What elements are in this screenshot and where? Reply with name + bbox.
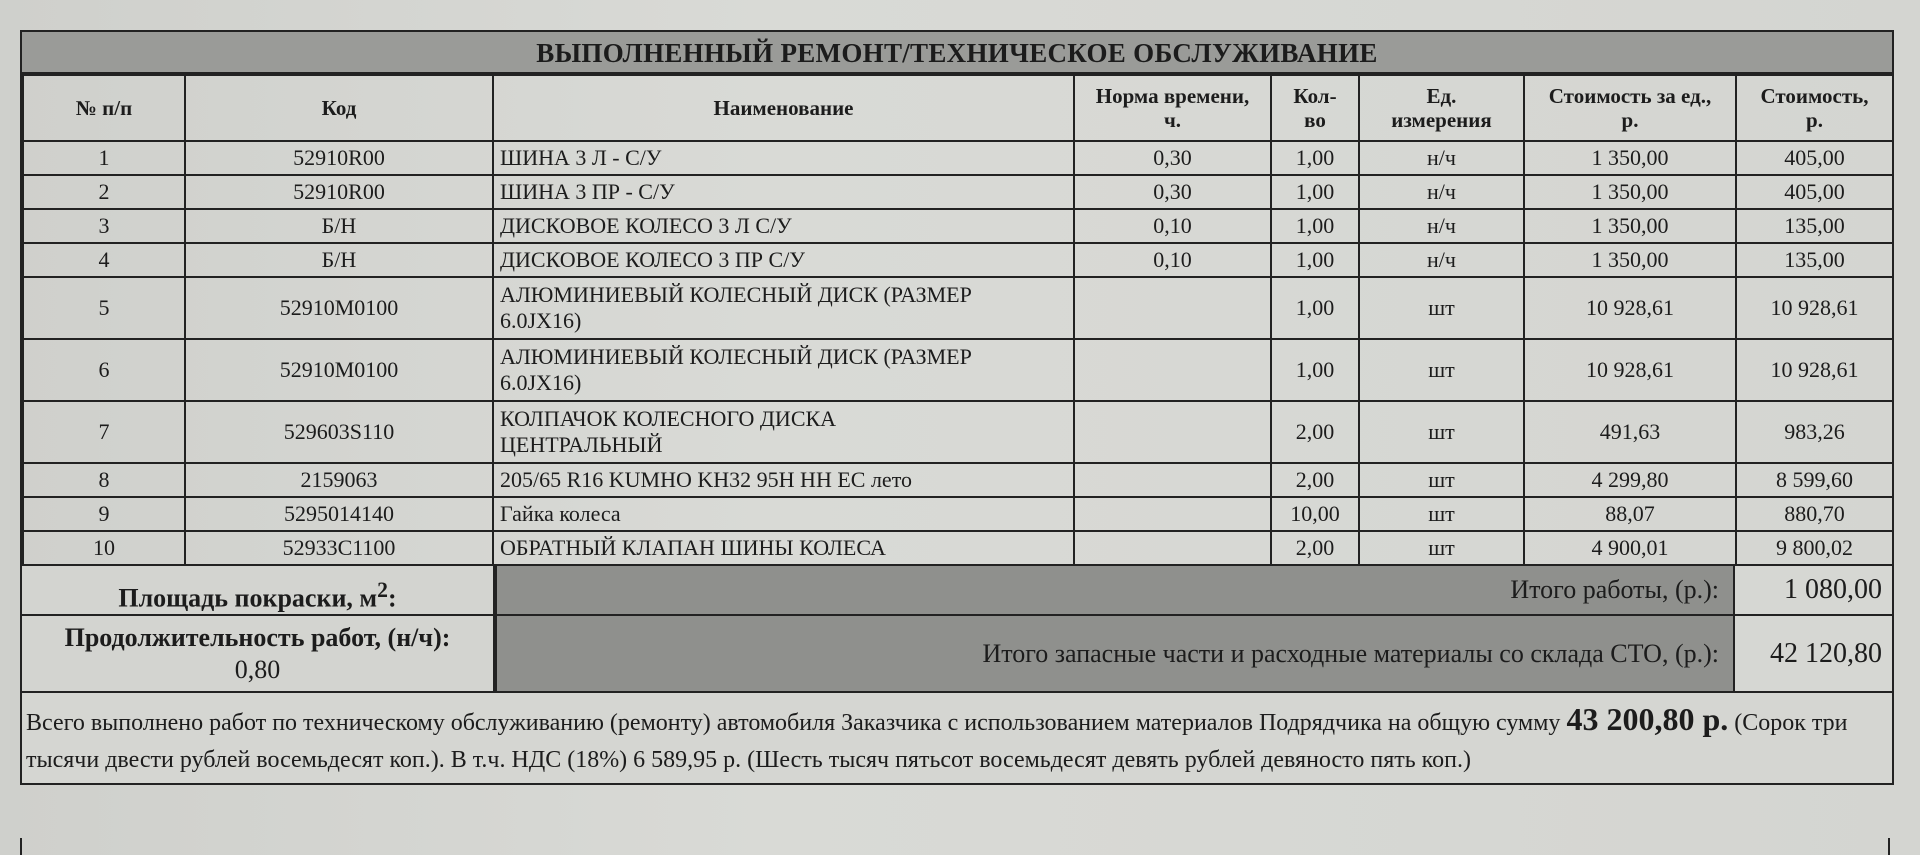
paint-area-sup: 2	[377, 578, 388, 602]
cell-cost: 9 800,02	[1736, 531, 1893, 565]
repair-table	[22, 74, 1894, 566]
cell-unit: шт	[1359, 277, 1524, 339]
cell-num: 9	[23, 497, 185, 531]
cell-price: 491,63	[1524, 401, 1736, 463]
cell-price: 10 928,61	[1524, 277, 1736, 339]
cell-name: КОЛПАЧОК КОЛЕСНОГО ДИСКА ЦЕНТРАЛЬНЫЙ	[493, 401, 1074, 463]
duration-value: 0,80	[234, 655, 281, 684]
works-total-value: 1 080,00	[1735, 566, 1892, 614]
table-row	[23, 209, 1893, 243]
repair-table-block	[20, 30, 1894, 785]
cell-unit: шт	[1359, 463, 1524, 497]
cell-qty: 2,00	[1271, 463, 1359, 497]
cell-norm: 0,10	[1074, 209, 1271, 243]
duration-cell	[22, 616, 493, 691]
cell-name: Гайка колеса	[493, 497, 1074, 531]
cell-unit: шт	[1359, 339, 1524, 401]
cell-qty: 1,00	[1271, 175, 1359, 209]
col-header-qty: Кол- во	[1271, 75, 1359, 141]
cell-norm: 0,30	[1074, 175, 1271, 209]
works-total-label: Итого работы, (р.):	[495, 566, 1735, 614]
cell-code: Б/Н	[185, 243, 493, 277]
cell-name: ДИСКОВОЕ КОЛЕСО 3 ПР С/У	[493, 243, 1074, 277]
cell-num: 10	[23, 531, 185, 565]
cell-norm	[1074, 339, 1271, 401]
cell-unit: н/ч	[1359, 175, 1524, 209]
cell-name: ДИСКОВОЕ КОЛЕСО 3 Л С/У	[493, 209, 1074, 243]
paint-area-label: Площадь покраски, $м^2$:	[118, 578, 397, 613]
parts-total-label: Итого запасные части и расходные материалы со склада СТО, (р.):	[495, 616, 1735, 691]
col-header-num: № п/п	[23, 75, 185, 141]
cell-norm	[1074, 463, 1271, 497]
cell-name: ШИНА 3 Л - С/У	[493, 141, 1074, 175]
grand-total-amount: 43 200,80 р.	[1566, 701, 1729, 737]
table-row	[23, 463, 1893, 497]
cell-code: 529603S110	[185, 401, 493, 463]
cell-qty: 10,00	[1271, 497, 1359, 531]
cell-norm: 0,30	[1074, 141, 1271, 175]
cell-norm	[1074, 531, 1271, 565]
cell-num: 8	[23, 463, 185, 497]
cell-unit: шт	[1359, 401, 1524, 463]
cell-unit: н/ч	[1359, 209, 1524, 243]
cell-qty: 1,00	[1271, 277, 1359, 339]
table-row	[23, 401, 1893, 463]
summary-right	[495, 566, 1892, 693]
cell-qty: 2,00	[1271, 401, 1359, 463]
paint-area-row	[22, 566, 493, 616]
cell-price: 1 350,00	[1524, 243, 1736, 277]
table-row	[23, 339, 1893, 401]
next-section-border	[20, 838, 1890, 855]
cell-norm	[1074, 497, 1271, 531]
cell-qty: 2,00	[1271, 531, 1359, 565]
cell-name: АЛЮМИНИЕВЫЙ КОЛЕСНЫЙ ДИСК (РАЗМЕР 6.0JX16)	[493, 277, 1074, 339]
cell-code: Б/Н	[185, 209, 493, 243]
cell-cost: 135,00	[1736, 243, 1893, 277]
parts-total-value: 42 120,80	[1735, 616, 1892, 691]
cell-norm	[1074, 277, 1271, 339]
summary-block	[22, 566, 1892, 693]
col-header-name: Наименование	[493, 75, 1074, 141]
cell-code: 52910M0100	[185, 277, 493, 339]
cell-unit: н/ч	[1359, 243, 1524, 277]
cell-cost: 405,00	[1736, 141, 1893, 175]
grand-total-text	[22, 693, 1892, 785]
cell-code: 2159063	[185, 463, 493, 497]
cell-price: 88,07	[1524, 497, 1736, 531]
cell-num: 2	[23, 175, 185, 209]
cell-name: ШИНА 3 ПР - С/У	[493, 175, 1074, 209]
table-title: ВЫПОЛНЕННЫЙ РЕМОНТ/ТЕХНИЧЕСКОЕ ОБСЛУЖИВАНИЕ	[22, 32, 1892, 74]
cell-num: 3	[23, 209, 185, 243]
table-row	[23, 141, 1893, 175]
cell-num: 7	[23, 401, 185, 463]
cell-code: 5295014140	[185, 497, 493, 531]
cell-price: 10 928,61	[1524, 339, 1736, 401]
cell-price: 1 350,00	[1524, 175, 1736, 209]
cell-cost: 10 928,61	[1736, 339, 1893, 401]
cell-num: 4	[23, 243, 185, 277]
cell-cost: 10 928,61	[1736, 277, 1893, 339]
parts-total-row	[495, 616, 1892, 693]
col-header-price: Стоимость за ед., р.	[1524, 75, 1736, 141]
col-header-norm: Норма времени, ч.	[1074, 75, 1271, 141]
cell-norm: 0,10	[1074, 243, 1271, 277]
cell-code: 52933C1100	[185, 531, 493, 565]
cell-code: 52910R00	[185, 141, 493, 175]
cell-qty: 1,00	[1271, 243, 1359, 277]
works-total-row	[495, 566, 1892, 616]
grand-total-part2: (Сорок три тысячи двести рублей восемьдесят коп.). В т.ч. НДС (18%) 6 589,95 р. (Шесть тысяч пятьсот восемьдесят девять рублей девяносто пять коп.)	[26, 710, 1848, 773]
cell-price: 1 350,00	[1524, 141, 1736, 175]
table-row	[23, 531, 1893, 565]
cell-price: 1 350,00	[1524, 209, 1736, 243]
duration-row	[22, 616, 493, 693]
cell-price: 4 299,80	[1524, 463, 1736, 497]
cell-cost: 8 599,60	[1736, 463, 1893, 497]
cell-qty: 1,00	[1271, 209, 1359, 243]
col-header-cost: Стоимость, р.	[1736, 75, 1893, 141]
cell-cost: 405,00	[1736, 175, 1893, 209]
cell-num: 5	[23, 277, 185, 339]
cell-code: 52910R00	[185, 175, 493, 209]
table-row	[23, 243, 1893, 277]
cell-unit: шт	[1359, 497, 1524, 531]
cell-cost: 880,70	[1736, 497, 1893, 531]
cell-qty: 1,00	[1271, 339, 1359, 401]
cell-code: 52910M0100	[185, 339, 493, 401]
table-row	[23, 277, 1893, 339]
cell-cost: 135,00	[1736, 209, 1893, 243]
table-header-row	[23, 75, 1893, 141]
cell-qty: 1,00	[1271, 141, 1359, 175]
col-header-code: Код	[185, 75, 493, 141]
cell-norm	[1074, 401, 1271, 463]
table-row	[23, 497, 1893, 531]
cell-num: 6	[23, 339, 185, 401]
cell-name: ОБРАТНЫЙ КЛАПАН ШИНЫ КОЛЕСА	[493, 531, 1074, 565]
cell-unit: шт	[1359, 531, 1524, 565]
cell-name: АЛЮМИНИЕВЫЙ КОЛЕСНЫЙ ДИСК (РАЗМЕР 6.0JX16)	[493, 339, 1074, 401]
col-header-unit: Ед. измерения	[1359, 75, 1524, 141]
cell-num: 1	[23, 141, 185, 175]
summary-left	[22, 566, 495, 693]
duration-label: Продолжительность работ, (н/ч):	[64, 623, 451, 652]
cell-price: 4 900,01	[1524, 531, 1736, 565]
cell-cost: 983,26	[1736, 401, 1893, 463]
table-row	[23, 175, 1893, 209]
cell-name: 205/65 R16 KUMHO KH32 95H HH EC лето	[493, 463, 1074, 497]
cell-unit: н/ч	[1359, 141, 1524, 175]
grand-total-part1: Всего выполнено работ по техническому обслуживанию (ремонту) автомобиля Заказчика с использованием материалов Подрядчика на общую сумму	[26, 710, 1567, 736]
